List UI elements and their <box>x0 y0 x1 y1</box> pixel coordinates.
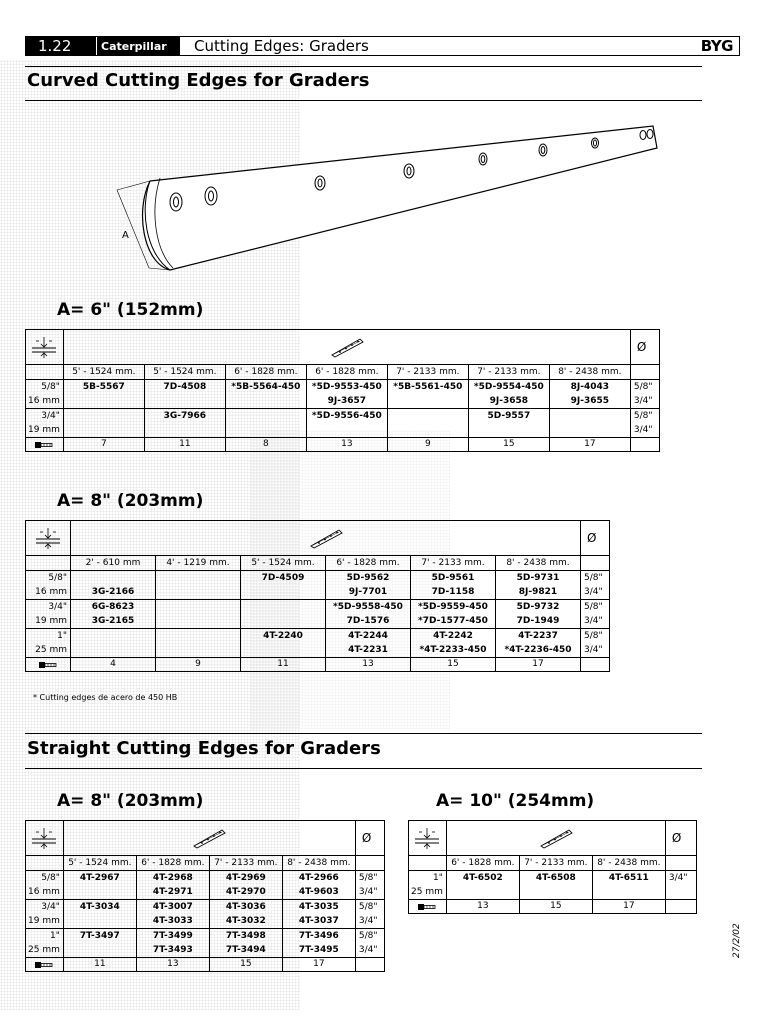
part-number: 4T-2971 <box>136 885 209 900</box>
part-number: *7D-1577-450 <box>411 614 496 629</box>
bolt-diameter: 3/4" <box>581 614 610 629</box>
thickness-value: 1" <box>26 929 64 944</box>
part-number: 4T-6511 <box>592 871 665 886</box>
part-number <box>156 600 241 615</box>
bolt-diameter: 5/8" <box>630 409 659 424</box>
thickness-value: 16 mm <box>26 885 64 900</box>
thickness-value: 5/8" <box>26 871 64 886</box>
bolt-diameter: 5/8" <box>355 900 384 915</box>
part-number <box>156 643 241 658</box>
part-number: *4T-2233-450 <box>411 643 496 658</box>
thickness-icon <box>26 521 71 556</box>
table-row <box>26 571 610 586</box>
thickness-value: 25 mm <box>26 943 64 958</box>
curved-blade-illustration <box>105 118 665 288</box>
thickness-icon <box>409 821 447 856</box>
part-number <box>387 409 468 424</box>
bolt-diameter: 3/4" <box>355 943 384 958</box>
part-number: *5B-5564-450 <box>225 380 306 395</box>
blade-length-icon <box>63 821 355 856</box>
part-number <box>592 885 665 900</box>
length-header: 7' - 2133 mm. <box>209 856 282 871</box>
hole-count: 15 <box>519 900 592 914</box>
part-number: *5D-9558-450 <box>326 600 411 615</box>
hole-count: 9 <box>156 658 241 672</box>
bolt-icon <box>26 658 71 672</box>
table-row <box>26 423 660 438</box>
part-number: 9J-3657 <box>306 394 387 409</box>
hole-count: 13 <box>306 438 387 452</box>
part-number <box>144 394 225 409</box>
thickness-value: 3/4" <box>26 900 64 915</box>
thickness-icon <box>26 821 64 856</box>
part-number: 5D-9561 <box>411 571 496 586</box>
blank-cell <box>26 856 64 871</box>
part-number: 7T-3493 <box>136 943 209 958</box>
bolt-diameter: 5/8" <box>581 629 610 644</box>
length-header: 8' - 2438 mm. <box>282 856 355 871</box>
bolt-icon <box>409 900 447 914</box>
length-header: 6' - 1828 mm. <box>136 856 209 871</box>
part-number <box>63 943 136 958</box>
thickness-value: 19 mm <box>26 614 71 629</box>
length-header: 8' - 2438 mm. <box>592 856 665 871</box>
hole-count: 9 <box>387 438 468 452</box>
table-row <box>26 600 610 615</box>
length-header: 5' - 1524 mm. <box>144 365 225 380</box>
part-number: 4T-3034 <box>63 900 136 915</box>
bolt-diameter: 3/4" <box>581 585 610 600</box>
divider <box>25 768 702 769</box>
part-number <box>63 914 136 929</box>
part-number: 7T-3497 <box>63 929 136 944</box>
hole-count: 7 <box>63 438 144 452</box>
table-row <box>26 629 610 644</box>
part-number: 7T-3496 <box>282 929 355 944</box>
bolt-diameter <box>665 885 696 900</box>
footnote: * Cutting edges de acero de 450 HB <box>33 693 178 702</box>
thickness-value: 19 mm <box>26 914 64 929</box>
table4-straight-10in <box>408 820 697 914</box>
part-number: 5D-9732 <box>496 600 581 615</box>
part-number <box>225 423 306 438</box>
part-number: 7D-1158 <box>411 585 496 600</box>
bolt-diameter: 5/8" <box>581 571 610 586</box>
part-number <box>387 394 468 409</box>
table-row <box>26 394 660 409</box>
blank-cell <box>630 365 659 380</box>
part-number <box>225 409 306 424</box>
part-number: 3G-7966 <box>144 409 225 424</box>
part-number: 4T-2231 <box>326 643 411 658</box>
length-header: 4' - 1219 mm. <box>156 556 241 571</box>
part-number <box>225 394 306 409</box>
part-number: 7D-1949 <box>496 614 581 629</box>
part-number: 4T-2970 <box>209 885 282 900</box>
part-number: 4T-6502 <box>446 871 519 886</box>
length-header: 8' - 2438 mm. <box>496 556 581 571</box>
thickness-icon <box>26 330 64 365</box>
blank-cell <box>665 856 696 871</box>
part-number <box>241 614 326 629</box>
thickness-value: 5/8" <box>26 380 64 395</box>
table-row <box>26 380 660 395</box>
length-header: 7' - 2133 mm. <box>468 365 549 380</box>
length-header: 6' - 1828 mm. <box>446 856 519 871</box>
thickness-value: 5/8" <box>26 571 71 586</box>
part-number: 3G-2165 <box>71 614 156 629</box>
bolt-diameter: 3/4" <box>355 914 384 929</box>
blank-cell <box>630 438 659 452</box>
table-row <box>26 929 385 944</box>
divider <box>25 100 702 101</box>
part-number: 9J-3658 <box>468 394 549 409</box>
thickness-value: 1" <box>26 629 71 644</box>
section-title-curved: Curved Cutting Edges for Graders <box>27 70 370 91</box>
part-number <box>156 629 241 644</box>
part-number: 7D-4509 <box>241 571 326 586</box>
part-number: 9J-3655 <box>549 394 630 409</box>
thickness-value: 16 mm <box>26 585 71 600</box>
part-number <box>468 423 549 438</box>
table1-curved-6in <box>25 329 660 452</box>
table-row <box>409 885 697 900</box>
hole-count: 17 <box>592 900 665 914</box>
part-number: *5B-5561-450 <box>387 380 468 395</box>
bolt-diameter: 5/8" <box>355 871 384 886</box>
part-number: 4T-6508 <box>519 871 592 886</box>
part-number: *5D-9559-450 <box>411 600 496 615</box>
table-row <box>26 643 610 658</box>
part-number: 4T-2240 <box>241 629 326 644</box>
blade-length-icon <box>446 821 665 856</box>
bolt-diameter: 3/4" <box>630 394 659 409</box>
part-number <box>549 423 630 438</box>
hole-count: 11 <box>63 958 136 972</box>
table-row <box>26 914 385 929</box>
part-number <box>71 571 156 586</box>
table-row <box>26 614 610 629</box>
bolt-diameter: 5/8" <box>355 929 384 944</box>
part-number <box>156 614 241 629</box>
part-number: 7T-3494 <box>209 943 282 958</box>
part-number: 4T-2966 <box>282 871 355 886</box>
table3-subtitle: A= 8" (203mm) <box>57 791 204 811</box>
bolt-diameter: 5/8" <box>581 600 610 615</box>
table4-subtitle: A= 10" (254mm) <box>436 791 595 811</box>
hole-count: 17 <box>549 438 630 452</box>
length-header: 6' - 1828 mm. <box>306 365 387 380</box>
print-date: 27/2/02 <box>732 923 742 958</box>
blank-cell <box>409 856 447 871</box>
page-header <box>25 36 740 56</box>
byg-logo: BYG <box>700 37 733 55</box>
blade-length-icon <box>71 521 581 556</box>
bolt-diameter: 3/4" <box>581 643 610 658</box>
part-number: 7T-3498 <box>209 929 282 944</box>
hole-count: 15 <box>209 958 282 972</box>
hole-count: 13 <box>136 958 209 972</box>
hole-count: 13 <box>326 658 411 672</box>
length-header: 7' - 2133 mm. <box>411 556 496 571</box>
part-number: 7D-4508 <box>144 380 225 395</box>
part-number <box>549 409 630 424</box>
length-header: 5' - 1524 mm. <box>241 556 326 571</box>
table-row <box>26 585 610 600</box>
thickness-value: 3/4" <box>26 600 71 615</box>
thickness-value: 3/4" <box>26 409 64 424</box>
length-header: 6' - 1828 mm. <box>225 365 306 380</box>
length-header: 7' - 2133 mm. <box>519 856 592 871</box>
part-number: 6G-8623 <box>71 600 156 615</box>
diameter-symbol: Ø <box>581 521 610 556</box>
blank-cell <box>665 900 696 914</box>
part-number: 7T-3495 <box>282 943 355 958</box>
part-number: 4T-3007 <box>136 900 209 915</box>
blade-length-icon <box>63 330 630 365</box>
bolt-icon <box>26 438 64 452</box>
part-number <box>519 885 592 900</box>
blank-cell <box>581 556 610 571</box>
divider <box>25 66 702 67</box>
part-number: 8J-9821 <box>496 585 581 600</box>
part-number <box>63 409 144 424</box>
part-number: 4T-2967 <box>63 871 136 886</box>
thickness-value: 16 mm <box>26 394 64 409</box>
length-header: 5' - 1524 mm. <box>63 856 136 871</box>
part-number: 4T-3032 <box>209 914 282 929</box>
hole-count: 15 <box>468 438 549 452</box>
hole-count: 17 <box>282 958 355 972</box>
length-header: 5' - 1524 mm. <box>63 365 144 380</box>
part-number: 4T-3033 <box>136 914 209 929</box>
brand-label: Caterpillar <box>96 37 180 55</box>
hole-count: 8 <box>225 438 306 452</box>
part-number: 5D-9557 <box>468 409 549 424</box>
part-number <box>241 600 326 615</box>
table3-straight-8in <box>25 820 385 972</box>
part-number: *4T-2236-450 <box>496 643 581 658</box>
part-number <box>306 423 387 438</box>
part-number <box>241 585 326 600</box>
part-number: 5D-9562 <box>326 571 411 586</box>
section-title-straight: Straight Cutting Edges for Graders <box>27 738 381 759</box>
part-number: 4T-3037 <box>282 914 355 929</box>
hole-count: 11 <box>241 658 326 672</box>
part-number <box>446 885 519 900</box>
hole-count: 15 <box>411 658 496 672</box>
hole-count: 13 <box>446 900 519 914</box>
part-number: 4T-2244 <box>326 629 411 644</box>
part-number: 4T-9603 <box>282 885 355 900</box>
blank-cell <box>26 556 71 571</box>
part-number: 8J-4043 <box>549 380 630 395</box>
part-number <box>63 885 136 900</box>
thickness-value: 25 mm <box>409 885 447 900</box>
length-header: 2' - 610 mm <box>71 556 156 571</box>
table-row <box>26 409 660 424</box>
part-number: 7T-3499 <box>136 929 209 944</box>
hole-count: 11 <box>144 438 225 452</box>
length-header: 7' - 2133 mm. <box>387 365 468 380</box>
table-row <box>409 871 697 886</box>
thickness-value: 19 mm <box>26 423 64 438</box>
part-number <box>241 643 326 658</box>
part-number: 4T-2968 <box>136 871 209 886</box>
bolt-icon <box>26 958 64 972</box>
length-header: 6' - 1828 mm. <box>326 556 411 571</box>
table2-subtitle: A= 8" (203mm) <box>57 491 204 511</box>
part-number <box>156 585 241 600</box>
blank-cell <box>581 658 610 672</box>
part-number: 7D-1576 <box>326 614 411 629</box>
blank-cell <box>355 856 384 871</box>
bolt-diameter: 3/4" <box>630 423 659 438</box>
part-number <box>387 423 468 438</box>
part-number <box>144 423 225 438</box>
part-number: *5D-9554-450 <box>468 380 549 395</box>
page-number: 1.22 <box>26 37 96 55</box>
part-number <box>71 643 156 658</box>
part-number: 5B-5567 <box>63 380 144 395</box>
blank-cell <box>26 365 64 380</box>
length-header: 8' - 2438 mm. <box>549 365 630 380</box>
bolt-diameter: 3/4" <box>355 885 384 900</box>
part-number <box>71 629 156 644</box>
table-row <box>26 871 385 886</box>
part-number: 3G-2166 <box>71 585 156 600</box>
hole-count: 17 <box>496 658 581 672</box>
part-number: 5D-9731 <box>496 571 581 586</box>
part-number: *5D-9553-450 <box>306 380 387 395</box>
part-number: *5D-9556-450 <box>306 409 387 424</box>
part-number: 4T-2242 <box>411 629 496 644</box>
diameter-symbol: Ø <box>355 821 384 856</box>
part-number: 4T-3036 <box>209 900 282 915</box>
dimension-label: A <box>122 230 129 241</box>
table-row <box>26 900 385 915</box>
part-number: 4T-2969 <box>209 871 282 886</box>
part-number <box>63 394 144 409</box>
table-row <box>26 943 385 958</box>
part-number <box>156 571 241 586</box>
table1-subtitle: A= 6" (152mm) <box>57 300 204 320</box>
bolt-diameter: 5/8" <box>630 380 659 395</box>
part-number: 4T-2237 <box>496 629 581 644</box>
table2-curved-8in <box>25 520 610 672</box>
bolt-diameter: 3/4" <box>665 871 696 886</box>
thickness-value: 1" <box>409 871 447 886</box>
part-number: 9J-7701 <box>326 585 411 600</box>
diameter-symbol: Ø <box>665 821 696 856</box>
hole-count: 4 <box>71 658 156 672</box>
part-number: 4T-3035 <box>282 900 355 915</box>
diameter-symbol: Ø <box>630 330 659 365</box>
divider <box>25 733 702 734</box>
page-title: Cutting Edges: Graders <box>194 37 369 55</box>
blank-cell <box>355 958 384 972</box>
part-number <box>63 423 144 438</box>
table-row <box>26 885 385 900</box>
thickness-value: 25 mm <box>26 643 71 658</box>
